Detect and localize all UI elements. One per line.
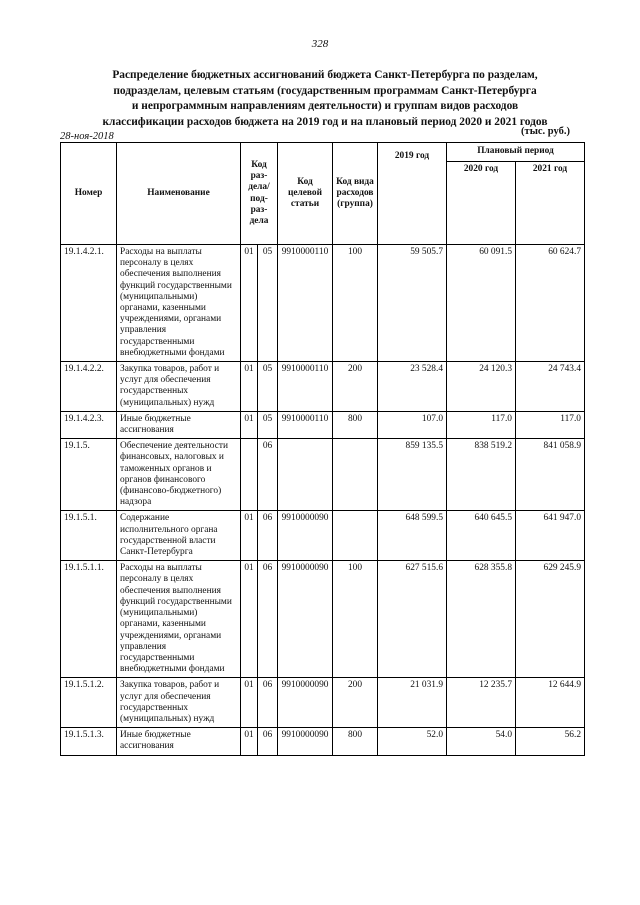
header-2021: 2021 год xyxy=(516,162,585,245)
row-target-code: 9910000110 xyxy=(278,362,333,412)
row-name: Содержание исполнительного органа государственной власти Санкт-Петербурга xyxy=(117,511,241,561)
header-plan-period: Плановый период xyxy=(447,143,585,162)
header-section-code: Код раз- дела/ под- раз- дела xyxy=(241,143,278,245)
row-subsection-code: 05 xyxy=(258,245,278,362)
table-row xyxy=(61,678,585,728)
row-section-code: 01 xyxy=(241,362,258,412)
row-kind-code: 800 xyxy=(333,728,378,755)
row-kind-code: 200 xyxy=(333,362,378,412)
row-value-2019: 21 031.9 xyxy=(378,678,447,728)
table-row xyxy=(61,411,585,438)
row-value-2021: 12 644.9 xyxy=(516,678,585,728)
row-value-2019: 107.0 xyxy=(378,411,447,438)
row-number: 19.1.5.1.3. xyxy=(61,728,117,755)
units-label: (тыс. руб.) xyxy=(521,126,570,137)
row-target-code: 9910000090 xyxy=(278,728,333,755)
row-target-code: 9910000090 xyxy=(278,511,333,561)
row-kind-code: 200 xyxy=(333,678,378,728)
row-value-2019: 59 505.7 xyxy=(378,245,447,362)
header-2019: 2019 год xyxy=(378,143,447,245)
row-number: 19.1.4.2.2. xyxy=(61,362,117,412)
table-header xyxy=(61,143,585,245)
row-value-2020: 640 645.5 xyxy=(447,511,516,561)
row-subsection-code: 06 xyxy=(258,678,278,728)
row-number: 19.1.5.1. xyxy=(61,511,117,561)
page-number: 328 xyxy=(311,38,329,50)
row-number: 19.1.4.2.1. xyxy=(61,245,117,362)
header-name: Наименование xyxy=(117,143,241,245)
header-target-code: Код целевой статьи xyxy=(278,143,333,245)
row-kind-code: 100 xyxy=(333,245,378,362)
row-subsection-code: 06 xyxy=(258,561,278,678)
row-name: Иные бюджетные ассигнования xyxy=(117,411,241,438)
table-row xyxy=(61,362,585,412)
table-row xyxy=(61,511,585,561)
row-kind-code xyxy=(333,439,378,511)
row-name: Обеспечение деятельности финансовых, налоговых и таможенных органов и органов финансового (финансово-бюджетного) надзора xyxy=(117,439,241,511)
row-section-code: 01 xyxy=(241,561,258,678)
row-subsection-code: 06 xyxy=(258,728,278,755)
row-section-code: 01 xyxy=(241,245,258,362)
row-kind-code: 100 xyxy=(333,561,378,678)
table-body xyxy=(61,245,585,756)
row-kind-code xyxy=(333,511,378,561)
row-subsection-code: 05 xyxy=(258,411,278,438)
title-line: Распределение бюджетных ассигнований бюджета Санкт-Петербурга по разделам, xyxy=(112,69,538,81)
row-value-2020: 60 091.5 xyxy=(447,245,516,362)
row-section-code xyxy=(241,439,258,511)
table-row xyxy=(61,245,585,362)
row-value-2019: 52.0 xyxy=(378,728,447,755)
document-date: 28-ноя-2018 xyxy=(60,131,114,142)
row-value-2019: 627 515.6 xyxy=(378,561,447,678)
row-target-code: 9910000110 xyxy=(278,245,333,362)
header-2020: 2020 год xyxy=(447,162,516,245)
row-value-2020: 12 235.7 xyxy=(447,678,516,728)
row-value-2020: 628 355.8 xyxy=(447,561,516,678)
row-value-2021: 641 947.0 xyxy=(516,511,585,561)
header-kind-code: Код вида расходов (группа) xyxy=(333,143,378,245)
row-section-code: 01 xyxy=(241,411,258,438)
row-number: 19.1.5. xyxy=(61,439,117,511)
row-target-code: 9910000110 xyxy=(278,411,333,438)
row-value-2021: 24 743.4 xyxy=(516,362,585,412)
row-target-code: 9910000090 xyxy=(278,561,333,678)
row-value-2020: 838 519.2 xyxy=(447,439,516,511)
row-value-2020: 24 120.3 xyxy=(447,362,516,412)
title-line: классификации расходов бюджета на 2019 год и на плановый период 2020 и 2021 годов xyxy=(102,115,548,128)
budget-table xyxy=(60,142,585,756)
row-value-2021: 60 624.7 xyxy=(516,245,585,362)
row-name: Закупка товаров, работ и услуг для обеспечения государственных (муниципальных) нужд xyxy=(117,362,241,412)
table-row xyxy=(61,439,585,511)
row-value-2019: 23 528.4 xyxy=(378,362,447,412)
row-number: 19.1.5.1.1. xyxy=(61,561,117,678)
row-value-2021: 841 058.9 xyxy=(516,439,585,511)
row-target-code xyxy=(278,439,333,511)
row-number: 19.1.4.2.3. xyxy=(61,411,117,438)
document-title xyxy=(60,68,590,130)
header-number: Номер xyxy=(61,143,117,245)
row-section-code: 01 xyxy=(241,678,258,728)
row-value-2020: 117.0 xyxy=(447,411,516,438)
row-subsection-code: 06 xyxy=(258,511,278,561)
row-subsection-code: 05 xyxy=(258,362,278,412)
row-subsection-code: 06 xyxy=(258,439,278,511)
row-value-2021: 629 245.9 xyxy=(516,561,585,678)
row-value-2021: 117.0 xyxy=(516,411,585,438)
row-value-2019: 859 135.5 xyxy=(378,439,447,511)
row-name: Расходы на выплаты персоналу в целях обеспечения выполнения функций государственными (муниципальными) органами, казенными учреждениями, органами управления государственными внебюджетными фондами xyxy=(117,245,241,362)
title-line: и непрограммным направлениям деятельности) и группам видов расходов xyxy=(131,100,519,112)
row-kind-code: 800 xyxy=(333,411,378,438)
row-target-code: 9910000090 xyxy=(278,678,333,728)
row-section-code: 01 xyxy=(241,728,258,755)
row-number: 19.1.5.1.2. xyxy=(61,678,117,728)
row-value-2019: 648 599.5 xyxy=(378,511,447,561)
row-section-code: 01 xyxy=(241,511,258,561)
row-value-2021: 56.2 xyxy=(516,728,585,755)
row-name: Расходы на выплаты персоналу в целях обеспечения выполнения функций государственными (муниципальными) органами, казенными учреждениями, органами управления государственными внебюджетными фондами xyxy=(117,561,241,678)
row-name: Закупка товаров, работ и услуг для обеспечения государственных (муниципальных) нужд xyxy=(117,678,241,728)
row-name: Иные бюджетные ассигнования xyxy=(117,728,241,755)
title-line: подразделам, целевым статьям (государственным программам Санкт-Петербурга xyxy=(113,84,537,97)
row-value-2020: 54.0 xyxy=(447,728,516,755)
table-row xyxy=(61,728,585,755)
table-row xyxy=(61,561,585,678)
